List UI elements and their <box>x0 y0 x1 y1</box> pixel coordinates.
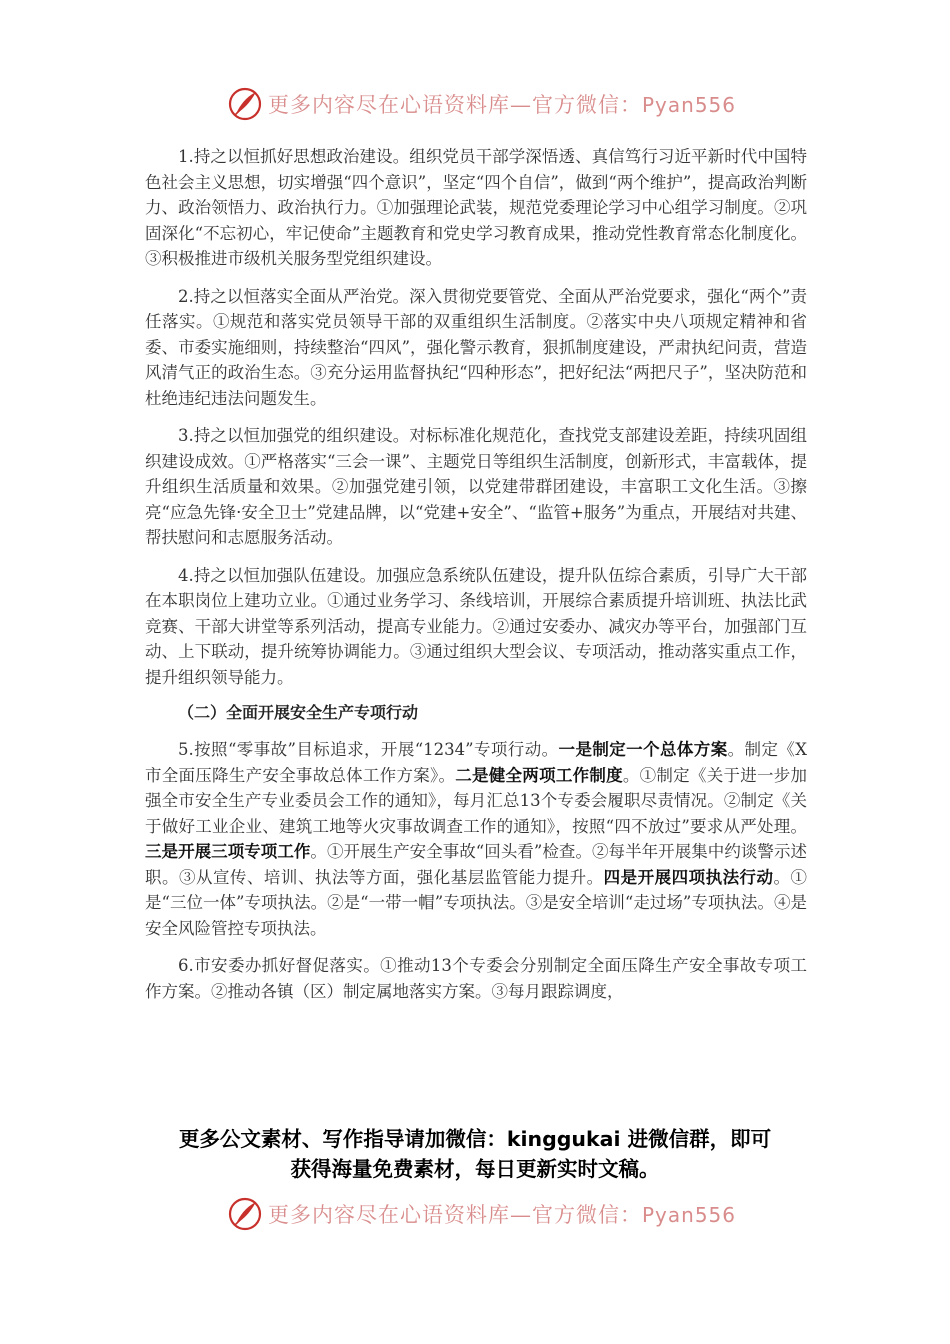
paragraph-p5 <box>145 737 807 941</box>
text-segment: 6.市安委办抓好督促落实。①推动13个专委会分别制定全面压降生产安全事故专项工作方案。②推动各镇（区）制定属地落实方案。③每月跟踪调度， <box>145 956 807 1001</box>
bold-segment: 三是开展三项专项工作 <box>145 842 311 861</box>
text-segment: 4.持之以恒加强队伍建设。加强应急系统队伍建设，提升队伍综合素质，引导广大干部在本职岗位上建功立业。①通过业务学习、条线培训，开展综合素质提升培训班、执法比武竞赛、干部大讲堂等系列活动，提高专业能力。②通过安委办、减灾办等平台，加强部门互动、上下联动，提升统筹协调能力。③通过组织大型会议、专项活动，推动落实重点工作，提升组织领导能力。 <box>145 565 807 687</box>
banner-text <box>268 89 736 119</box>
text-segment: 2.持之以恒落实全面从严治党。深入贯彻党要管党、全面从严治党要求，强化“两个”责任落实。①规范和落实党员领导干部的双重组织生活制度。②落实中央八项规定精神和省委、市委实施细则，持续整治“四风”，强化警示教育，狠抓制度建设，严肃执纪问责，营造风清气正的政治生态。③充分运用监督执纪“四种形态”，把好纪法“两把尺子”，坚决防范和杜绝违纪违法问题发生。 <box>145 286 807 408</box>
section-heading: （二）全面开展安全生产专项行动 <box>178 703 419 722</box>
text-segment: 。①是“三位一体”专项执法。②是“一带一帽”专项执法。③是安全培训“走过场”专项执法。④是安全风险管控专项执法。 <box>145 867 808 938</box>
text-segment: 1.持之以恒抓好思想政治建设。组织党员干部学深悟透、真信笃行习近平新时代中国特色社会主义思想，切实增强“四个意识”，坚定“四个自信”，做到“两个维护”，提高政治判断力、政治领悟力、政治执行力。①加强理论武装，规范党委理论学习中心组学习制度。②巩固深化“不忘初心，牢记使命”主题教育和党史学习教育成果，推动党性教育常态化制度化。③积极推进市级机关服务型党组织建设。 <box>145 147 807 268</box>
bold-segment: 四是开展四项执法行动 <box>603 867 774 887</box>
footer-watermark-banner <box>228 1194 748 1234</box>
text-segment: 。①开展生产安全事故“回头看”检查。②每半年开展集中约谈警示述职。③从宣传、培训、执法等方面，强化基层监管能力提升。 <box>145 842 807 887</box>
document-body <box>145 144 807 1016</box>
banner-text-wechat-id: Pyan556 <box>642 93 737 117</box>
header-watermark-banner <box>228 84 748 124</box>
text-segment: 。①制定《关于进一步加强全市安全生产专业委员会工作的通知》，每月汇总13个专委会履职尽责情况。②制定《关于做好工业企业、建筑工地等火灾事故调查工作的通知》，按照“四不放过”要求从严处理。 <box>145 765 808 836</box>
banner-text-wechat-id: Pyan556 <box>642 1203 737 1227</box>
banner-text-cn: 更多内容尽在心语资料库—官方微信： <box>268 93 642 117</box>
paragraph-p6 <box>145 953 807 1004</box>
text-segment: 5.按照“零事故”目标追求，开展“1234”专项行动。 <box>178 740 559 759</box>
paragraph-p2 <box>145 284 807 412</box>
paragraph-p1 <box>145 144 807 272</box>
paragraph-p3 <box>145 423 807 551</box>
bold-segment: 二是健全两项工作制度 <box>455 765 623 785</box>
promo-notice <box>120 1124 830 1184</box>
text-segment: 。制定《X市全面压降生产安全事故总体工作方案》。 <box>145 740 808 785</box>
quill-pen-logo-icon <box>228 87 262 121</box>
paragraph-group-1 <box>145 144 807 690</box>
banner-text-cn: 更多内容尽在心语资料库—官方微信： <box>268 1203 642 1227</box>
quill-pen-logo-icon <box>228 1197 262 1231</box>
banner-text <box>268 1199 736 1229</box>
paragraph-p4 <box>145 563 807 691</box>
bold-segment: 一是制定一个总体方案 <box>558 740 728 759</box>
promo-line-1: 更多公文素材、写作指导请加微信：kinggukai 进微信群，即可 <box>178 1127 772 1151</box>
text-segment: 3.持之以恒加强党的组织建设。对标标准化规范化，查找党支部建设差距，持续巩固组织建设成效。①严格落实“三会一课”、主题党日等组织生活制度，创新形式，丰富载体，提升组织生活质量和效果。②加强党建引领，以党建带群团建设，丰富职工文化生活。③擦亮“应急先锋·安全卫士”党建品牌，以“党建+安全”、“监管+服务”为重点，开展结对共建、帮扶慰问和志愿服务活动。 <box>145 426 807 547</box>
promo-line-2: 获得海量免费素材，每日更新实时文稿。 <box>290 1157 660 1181</box>
paragraph-group-2 <box>145 737 807 1004</box>
